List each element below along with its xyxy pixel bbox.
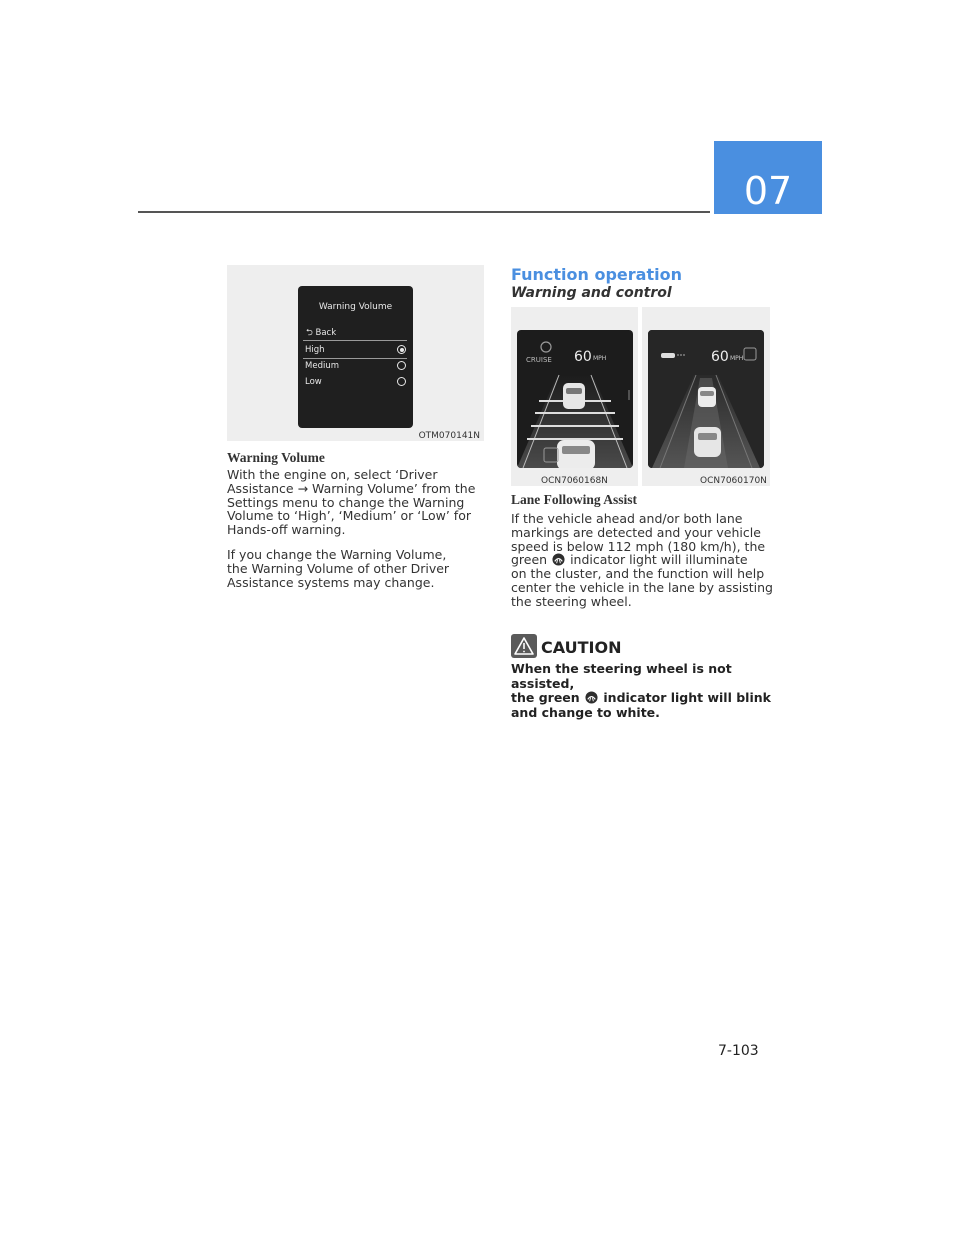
text-line: markings are detected and your vehicle	[511, 524, 761, 540]
figure-code: OCN7060168N	[541, 476, 608, 486]
page-number: 7-103	[718, 1043, 759, 1059]
option-label: Medium	[305, 361, 339, 371]
inline-text: green	[511, 552, 548, 568]
caution-title: CAUTION	[541, 638, 622, 657]
chapter-tab	[714, 141, 822, 214]
cluster-figure-following	[642, 307, 770, 486]
option-high	[303, 343, 407, 357]
header-rule	[138, 211, 710, 213]
back-label: Back	[315, 328, 337, 338]
warning-triangle-icon	[511, 634, 537, 658]
text-line: Hands-off warning.	[227, 522, 346, 538]
cluster-figure-cruise	[511, 307, 638, 486]
text-line: the steering wheel.	[511, 593, 632, 609]
warning-volume-figure	[227, 265, 484, 441]
cluster-display	[517, 330, 633, 468]
following-speed: 60	[711, 349, 729, 365]
caution-box	[511, 634, 537, 658]
inline-text: indicator light will illuminate	[570, 552, 748, 568]
menu-divider	[303, 340, 407, 341]
text-line: If you change the Warning Volume,	[227, 547, 447, 562]
text-line: center the vehicle in the lane by assisting	[511, 579, 773, 595]
radio-selected-icon	[397, 345, 406, 354]
option-label: High	[305, 345, 325, 355]
figure-code: OTM070141N	[418, 431, 480, 441]
cruise-speed: 60	[574, 349, 592, 365]
inline-text: the green	[511, 690, 580, 705]
screen-title: Warning Volume	[318, 302, 393, 312]
text-line: When the steering wheel is not assisted,	[511, 661, 732, 691]
warning-volume-paragraph-1	[227, 468, 475, 537]
text-line: on the cluster, and the function will help	[511, 566, 765, 582]
text-line: If the vehicle ahead and/or both lane	[511, 511, 743, 526]
cruise-speed-unit: MPH	[593, 355, 607, 362]
following-speed-unit: MPH	[730, 355, 744, 362]
text-line: and change to white.	[511, 704, 660, 720]
cluster-display	[648, 330, 764, 468]
text-line	[511, 691, 781, 706]
inline-text: indicator light will blink	[603, 690, 771, 705]
warning-volume-paragraph-2	[227, 548, 449, 589]
back-option	[306, 327, 336, 341]
warning-volume-heading: Warning Volume	[227, 450, 325, 465]
subsection-title: Warning and control	[511, 285, 672, 301]
text-line: the Warning Volume of other Driver	[227, 560, 450, 576]
cluster-road-graphic	[648, 330, 764, 468]
chapter-number: 07	[743, 169, 793, 213]
text-line: With the engine on, select ‘Driver	[227, 467, 438, 482]
text-line: Volume to ‘High’, ‘Medium’ or ‘Low’ for	[227, 508, 471, 524]
radio-icon	[397, 361, 406, 370]
warning-volume-screen	[298, 286, 413, 428]
lfa-heading: Lane Following Assist	[511, 492, 638, 507]
section-title: Function operation	[511, 265, 682, 284]
lane-following-assist-icon	[552, 553, 565, 566]
lfa-paragraph	[511, 512, 781, 609]
text-line: Settings menu to change the Warning	[227, 494, 465, 510]
cruise-label: CRUISE	[526, 356, 552, 364]
radio-icon	[397, 377, 406, 386]
caution-text	[511, 662, 781, 720]
back-arrow-icon: ⮌	[306, 328, 313, 338]
option-medium	[303, 359, 407, 373]
text-line: Assistance systems may change.	[227, 574, 435, 590]
lane-following-assist-icon	[585, 691, 598, 704]
option-label: Low	[305, 377, 322, 387]
text-line: speed is below 112 mph (180 km/h), the	[511, 538, 766, 554]
text-line	[511, 553, 781, 567]
text-line: Assistance → Warning Volume’ from the	[227, 480, 476, 496]
option-low	[303, 375, 407, 389]
figure-code: OCN7060170N	[700, 476, 767, 486]
